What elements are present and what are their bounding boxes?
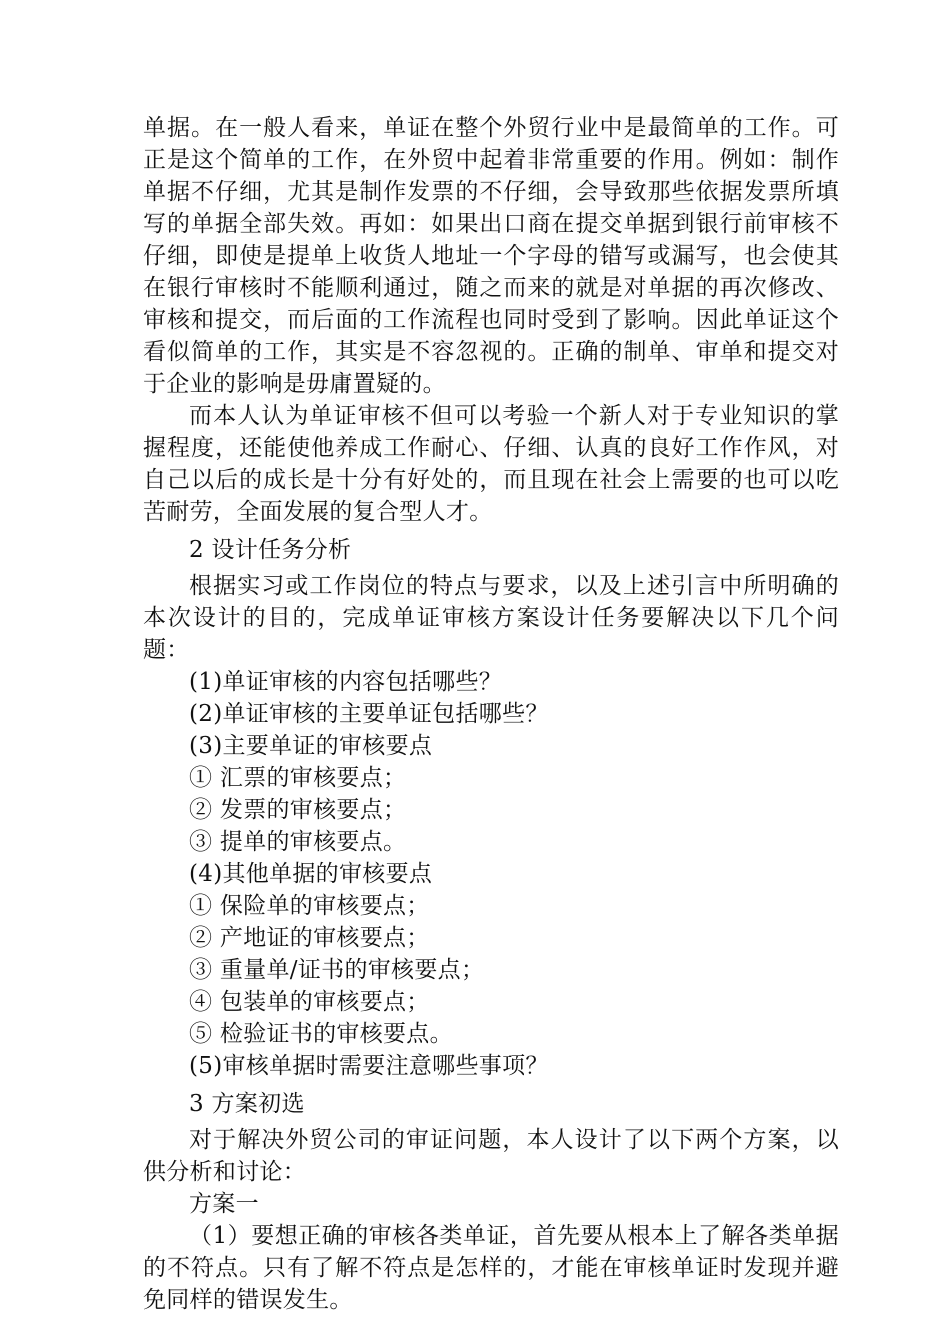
section-heading-plan-selection: 3 方案初选 — [189, 1091, 305, 1117]
list-item: (5)审核单据时需要注意哪些事项？ — [189, 1053, 549, 1079]
list-item: ① 保险单的审核要点； — [189, 893, 430, 919]
paragraph-plans-intro: 对于解决外贸公司的审证问题，本人设计了以下两个方案，以供分析和讨论： — [143, 1127, 839, 1185]
list-item: ② 发票的审核要点； — [189, 797, 407, 823]
paragraph-author-view: 而本人认为单证审核不但可以考验一个新人对于专业知识的掌握程度，还能使他养成工作耐心、仔细、认真的良好工作作风，对自己以后的成长是十分有好处的，而且现在社会上需要的也可以吃苦耐劳，全面发展的复合型人才。 — [143, 403, 839, 525]
list-item: (4)其他单据的审核要点 — [189, 861, 433, 887]
paragraph-documents-importance: 单据。在一般人看来，单证在整个外贸行业中是最简单的工作。可正是这个简单的工作，在外贸中起着非常重要的作用。例如：制作单据不仔细，尤其是制作发票的不仔细，会导致那些依据发票所填写的单据全部失效。再如：如果出口商在提交单据到银行前审核不仔细，即使是提单上收货人地址一个字母的错写或漏写，也会使其在银行审核时不能顺利通过，随之而来的就是对单据的再次修改、审核和提交，而后面的工作流程也同时受到了影响。因此单证这个看似简单的工作，其实是不容忽视的。正确的制单、审单和提交对于企业的影响是毋庸置疑的。 — [143, 115, 839, 397]
paragraph-plan-one-point-1: （1）要想正确的审核各类单证，首先要从根本上了解各类单据的不符点。只有了解不符点是怎样的，才能在审核单证时发现并避免同样的错误发生。 — [143, 1223, 839, 1313]
list-item: ① 汇票的审核要点； — [189, 765, 407, 791]
list-item: (2)单证审核的主要单证包括哪些？ — [189, 701, 549, 727]
list-item: (1)单证审核的内容包括哪些？ — [189, 669, 503, 695]
section-heading-task-analysis: 2 设计任务分析 — [189, 537, 352, 563]
list-item: ④ 包装单的审核要点； — [189, 989, 430, 1015]
list-item: (3)主要单证的审核要点 — [189, 733, 433, 759]
list-item: ③ 提单的审核要点。 — [189, 829, 407, 855]
document-page — [143, 112, 839, 1316]
list-item: ② 产地证的审核要点； — [189, 925, 430, 951]
list-item: ③ 重量单/证书的审核要点； — [189, 957, 485, 983]
plan-one-heading: 方案一 — [189, 1191, 259, 1217]
question-list — [143, 666, 839, 1082]
paragraph-task-intro: 根据实习或工作岗位的特点与要求，以及上述引言中所明确的本次设计的目的，完成单证审核方案设计任务要解决以下几个问题： — [143, 573, 839, 663]
list-item: ⑤ 检验证书的审核要点。 — [189, 1021, 453, 1047]
